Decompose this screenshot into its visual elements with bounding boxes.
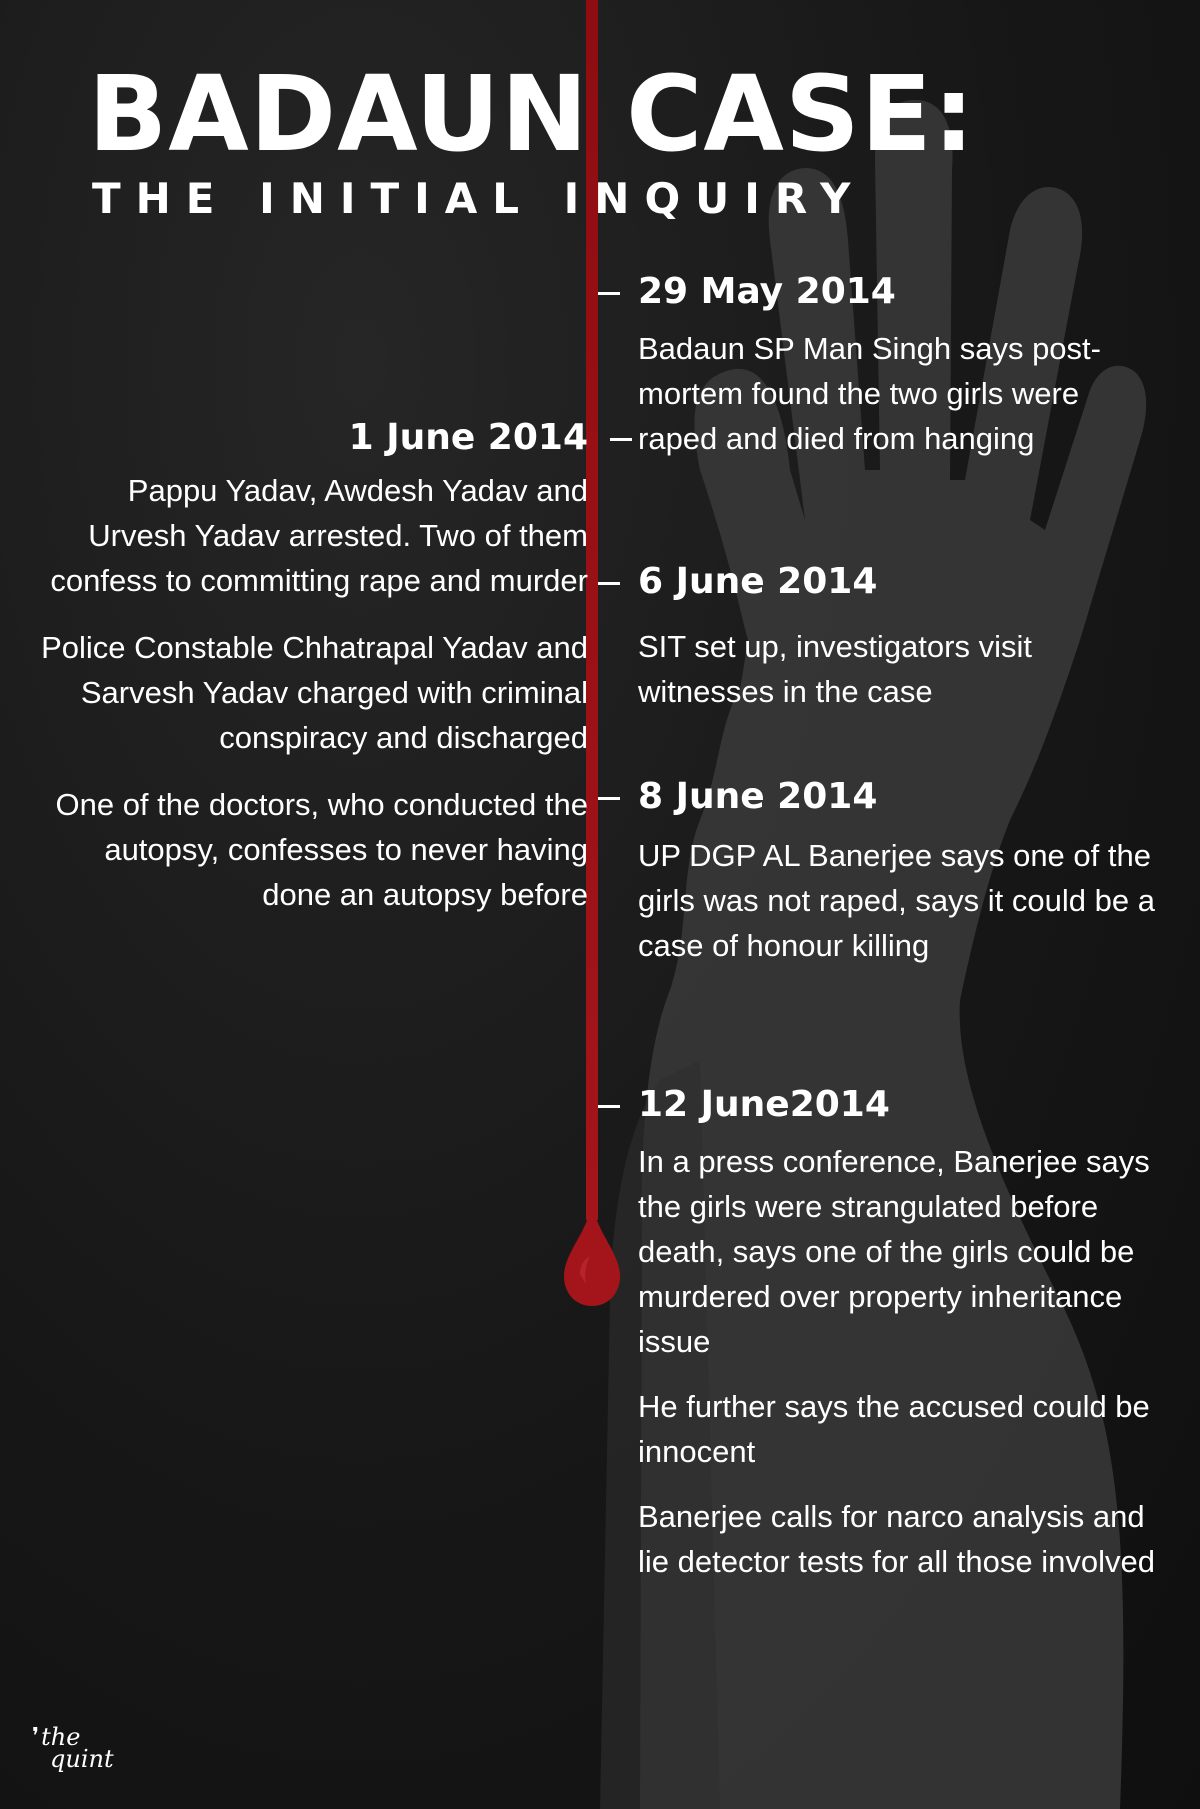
timeline-tick	[598, 292, 620, 295]
timeline-event-29-may	[598, 270, 1158, 461]
event-date: 12 June2014	[638, 1084, 890, 1125]
event-text: Badaun SP Man Singh says post-mortem found the two girls were raped and died from hanging	[638, 331, 1101, 456]
event-text: One of the doctors, who conducted the autopsy, confesses to never having done an autopsy before	[55, 787, 588, 912]
logo-quote-icon: ❜	[32, 1724, 40, 1749]
page-subtitle: THE INITIAL INQUIRY	[92, 174, 866, 223]
timeline-event-8-june	[598, 775, 1158, 968]
timeline-event-12-june	[598, 1083, 1158, 1584]
event-text: Pappu Yadav, Awdesh Yadav and Urvesh Yadav arrested. Two of them confess to committing rape and murder	[50, 473, 588, 598]
event-date: 8 June 2014	[638, 776, 878, 817]
brand-logo	[32, 1723, 114, 1773]
event-date: 1 June 2014	[348, 417, 588, 458]
event-text: Police Constable Chhatrapal Yadav and Sarvesh Yadav charged with criminal conspiracy and discharged	[41, 630, 588, 755]
event-text: UP DGP AL Banerjee says one of the girls was not raped, says it could be a case of honour killing	[638, 838, 1155, 963]
event-date: 6 June 2014	[638, 561, 878, 602]
event-text: He further says the accused could be innocent	[638, 1389, 1150, 1469]
timeline-tick	[598, 797, 620, 800]
page-title: BADAUN CASE:	[88, 53, 976, 175]
event-text: SIT set up, investigators visit witnesses in the case	[638, 629, 1032, 709]
event-text: In a press conference, Banerjee says the girls were strangulated before death, says one of the girls could be murdered over property inheritance issue	[638, 1144, 1150, 1359]
timeline-tick	[598, 582, 620, 585]
logo-line-2: quint	[50, 1745, 114, 1773]
logo-line-1: the	[41, 1723, 81, 1751]
timeline-event-1-june	[28, 416, 588, 917]
timeline-tick	[610, 438, 632, 441]
timeline-event-6-june	[598, 560, 1158, 714]
event-text: Banerjee calls for narco analysis and lie detector tests for all those involved	[638, 1499, 1155, 1579]
timeline-tick	[598, 1105, 620, 1108]
event-date: 29 May 2014	[638, 271, 896, 312]
